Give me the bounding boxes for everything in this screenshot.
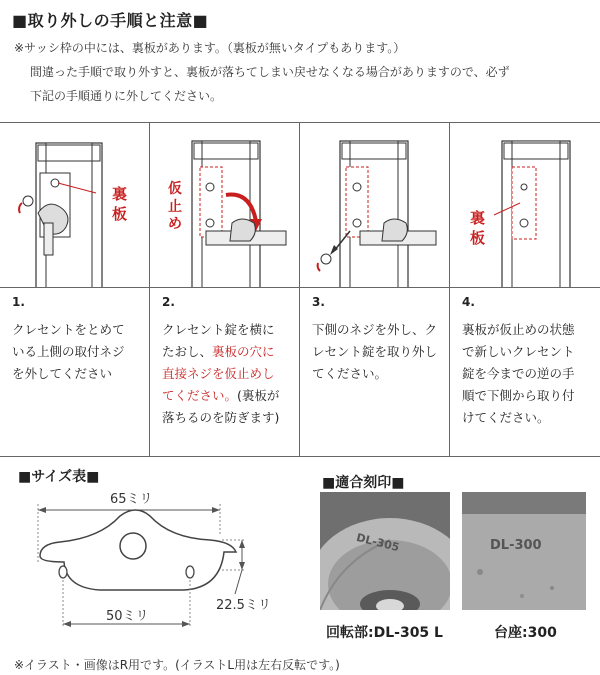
step-3	[300, 123, 450, 456]
step-3-illustration	[300, 123, 449, 288]
marking-title: ■適合刻印■	[322, 475, 405, 491]
step-4-illustration	[450, 123, 600, 288]
rotor-caption: 回転部:DL-305 L	[326, 625, 443, 641]
base-stamp-photo	[462, 492, 586, 610]
size-diagram	[10, 488, 290, 638]
step-2-line: (裏板が	[237, 387, 280, 403]
step-3-number: 3.	[312, 295, 325, 309]
step-3-line: 下側のネジを外し、ク	[312, 322, 438, 337]
step-4-line: 錠を今までの逆の手	[462, 365, 575, 381]
step-3-line: レセント錠を取り外し	[312, 343, 438, 359]
steps-table	[0, 122, 600, 457]
step-4-line: で新しいクレセント	[462, 343, 575, 359]
step-4-line: けてください。	[462, 409, 550, 425]
note-line-2: 間違った手順で取り外すと、裏板が落ちてしまい戻せなくなる場合がありますので、必ず	[30, 65, 510, 79]
height-dimension-label: 22.5ミリ	[216, 598, 271, 613]
pitch-dimension-label: 50ミリ	[106, 609, 149, 624]
step-2-illustration	[150, 123, 299, 288]
step-2-line-red: 直接ネジを仮止めし	[162, 365, 275, 381]
rotor-stamp-text: DL-305	[355, 530, 401, 555]
footer-note: ※イラスト・画像はR用です。(イラストL用は左右反転です。)	[14, 658, 340, 672]
step-4-line: 裏板が仮止めの状態	[462, 322, 575, 337]
step-1	[0, 123, 150, 456]
step-2-line-red: 裏板の穴に	[212, 343, 275, 359]
step-1-line: いる上側の取付ネジ	[12, 343, 125, 359]
step-1-line: を外してください	[12, 365, 113, 381]
step-1-line: クレセントをとめて	[12, 322, 125, 337]
step-2-description	[162, 319, 291, 428]
step-4-number: 4.	[462, 295, 475, 309]
step-2-line-red: てください。	[162, 387, 238, 403]
step-1-description	[12, 319, 141, 385]
step-2-line: クレセント錠を横に	[162, 322, 275, 337]
step-1-back-plate-label: 裏板	[112, 185, 128, 223]
step-4-back-plate-label: 裏板	[470, 209, 486, 247]
size-table-title: ■サイズ表■	[18, 469, 100, 485]
page-title: ■取り外しの手順と注意■	[12, 11, 209, 30]
step-4-description	[462, 319, 592, 428]
step-3-line: てください。	[312, 365, 388, 381]
step-2-number: 2.	[162, 295, 175, 309]
step-2	[150, 123, 300, 456]
step-1-illustration	[0, 123, 149, 288]
note-line-3: 下記の手順通りに外してください。	[30, 89, 223, 103]
note-line-1: ※サッシ枠の中には、裏板があります。（裏板が無いタイプもあります。）	[14, 41, 406, 55]
width-dimension-label: 65ミリ	[110, 492, 153, 507]
step-2-line: たおし、	[162, 343, 213, 359]
base-stamp-text: DL-300	[490, 538, 542, 553]
step-2-temp-fix-label: 仮止め	[168, 181, 182, 232]
step-2-line: 落ちるのを防ぎます)	[162, 409, 280, 425]
base-caption: 台座:300	[494, 625, 557, 641]
step-1-number: 1.	[12, 295, 25, 309]
step-4-line: 順で下側から取り付	[462, 387, 575, 403]
step-4	[450, 123, 600, 456]
step-3-description	[312, 319, 441, 385]
rotor-stamp-photo	[320, 492, 450, 610]
